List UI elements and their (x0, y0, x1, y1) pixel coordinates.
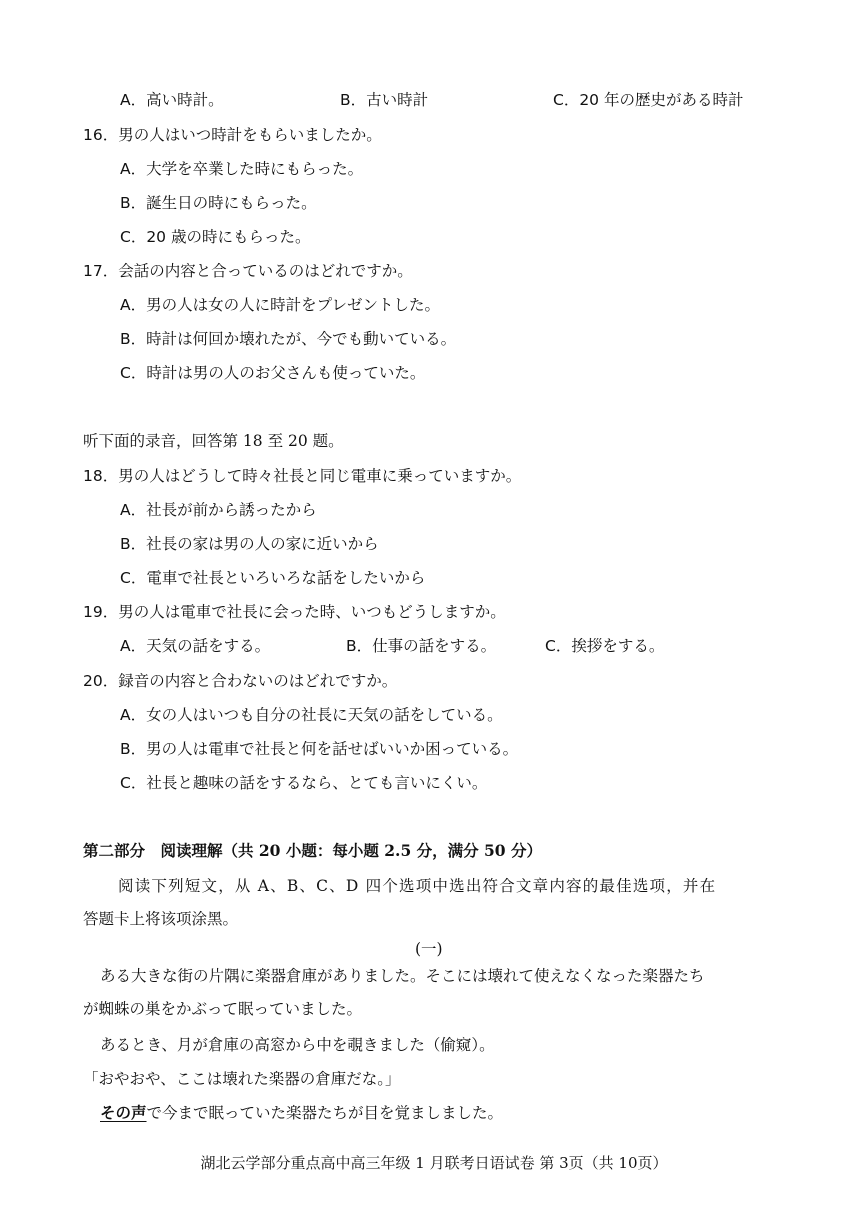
q19-option-a: A．天気の話をする。 (120, 637, 271, 655)
passage-line-2: が蜘蛛の巣をかぶって眠っていました。 (83, 1000, 363, 1018)
q16-stem: 16．男の人はいつ時計をもらいましたか。 (83, 126, 382, 144)
listening-instruction: 听下面的录音，回答第 18 至 20 题。 (83, 432, 344, 450)
q20-option-c: C．社長と趣味の話をするなら、とても言いにくい。 (120, 774, 488, 792)
passage-line-4: 「おやおや、ここは壊れた楽器の倉庫だな。」 (83, 1070, 401, 1088)
part2-heading: 第二部分 阅读理解（共 20 小题：每小题 2.5 分，满分 50 分） (83, 841, 542, 860)
q20-option-b: B．男の人は電車で社長と何を話せばいいか困っている。 (120, 740, 519, 758)
underlined-phrase: その声 (100, 1104, 147, 1122)
q17-option-b: B．時計は何回か壊れたが、今でも動いている。 (120, 330, 457, 348)
part2-instruction-line2: 答题卡上将该项涂黑。 (83, 910, 239, 928)
q15-option-b: B．古い時計 (340, 91, 429, 109)
passage-line-3: あるとき、月が倉庫の高窓から中を覗きました（偷窥）。 (100, 1036, 495, 1054)
q18-stem: 18．男の人はどうして時々社長と同じ電車に乗っていますか。 (83, 467, 522, 485)
q17-option-a: A．男の人は女の人に時計をプレゼントした。 (120, 296, 440, 314)
q19-option-c: C．挨拶をする。 (545, 637, 665, 655)
passage-line-1: ある大きな街の片隅に楽器倉庫がありました。そこには壊れて使えなくなった楽器たち (100, 967, 705, 985)
q16-option-a: A．大学を卒業した時にもらった。 (120, 160, 364, 178)
q19-stem: 19．男の人は電車で社長に会った時、いつもどうしますか。 (83, 603, 506, 621)
q15-option-a: A．高い時計。 (120, 91, 224, 109)
q20-stem: 20．録音の内容と合わないのはどれですか。 (83, 672, 398, 690)
part2-instruction-line1: 阅读下列短文，从 A、B、C、D 四个选项中选出符合文章内容的最佳选项，并在 (118, 877, 717, 895)
q17-stem: 17．会話の内容と合っているのはどれですか。 (83, 262, 413, 280)
q18-option-c: C．電車で社長といろいろな話をしたいから (120, 569, 426, 587)
passage-line-5-rest: で今まで眠っていた楽器たちが目を覚ましました。 (146, 1104, 504, 1122)
q16-option-b: B．誕生日の時にもらった。 (120, 194, 317, 212)
q15-option-c: C．20 年の歴史がある時計 (553, 91, 744, 109)
page-footer: 湖北云学部分重点高中高三年级 1 月联考日语试卷 第 3页（共 10页） (200, 1154, 668, 1172)
passage-line-5 (100, 1103, 503, 1123)
section-number: (一) (415, 940, 443, 958)
q20-option-a: A．女の人はいつも自分の社長に天気の話をしている。 (120, 706, 503, 724)
q18-option-b: B．社長の家は男の人の家に近いから (120, 535, 379, 553)
q18-option-a: A．社長が前から誘ったから (120, 501, 317, 519)
q17-option-c: C．時計は男の人のお父さんも使っていた。 (120, 364, 426, 382)
q19-option-b: B．仕事の話をする。 (346, 637, 497, 655)
q16-option-c: C．20 歳の時にもらった。 (120, 228, 311, 246)
